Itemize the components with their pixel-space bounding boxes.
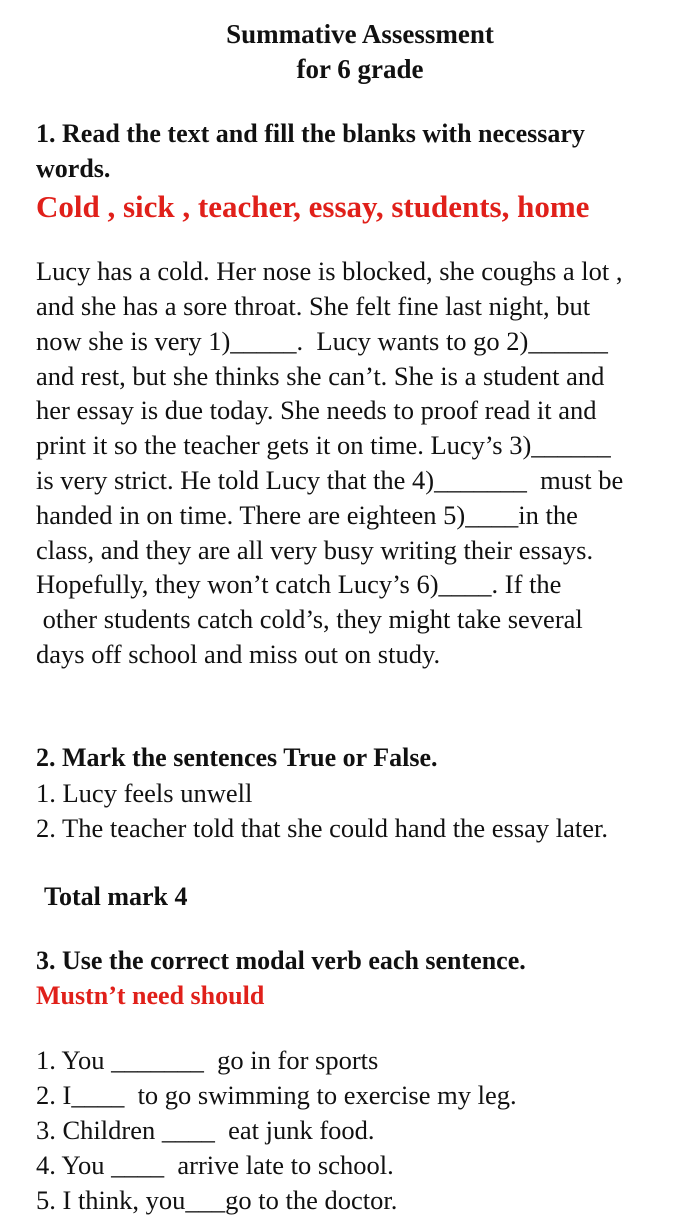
modal-item: 4. You ____ arrive late to school. <box>36 1150 394 1180</box>
passage-line: and she has a sore throat. She felt fine last night, but <box>36 291 591 321</box>
passage-line: now she is very 1)_____. Lucy wants to go 2)______ <box>36 326 608 356</box>
modal-item: 5. I think, you___go to the doctor. <box>36 1185 398 1215</box>
section2-heading: 2. Mark the sentences True or False. <box>36 743 438 772</box>
true-false-item: 2. The teacher told that she could hand the essay later. <box>36 813 609 843</box>
modal-item: 3. Children ____ eat junk food. <box>36 1115 375 1145</box>
section1-word-bank: Cold , sick , teacher, essay, students, home <box>36 189 590 224</box>
passage-line: and rest, but she thinks she can’t. She is a student and <box>36 361 605 391</box>
passage-line: class, and they are all very busy writing their essays. <box>36 535 594 565</box>
passage-line: Hopefully, they won’t catch Lucy’s 6)____. If the <box>36 569 562 599</box>
section3-heading: 3. Use the correct modal verb each sentence. <box>36 946 526 975</box>
page-subtitle: for 6 grade <box>296 54 424 84</box>
passage-line: print it so the teacher gets it on time. Lucy’s 3)______ <box>36 430 611 460</box>
passage-line: days off school and miss out on study. <box>36 639 441 669</box>
passage-line: handed in on time. There are eighteen 5)____in the <box>36 500 578 530</box>
page-title: Summative Assessment <box>226 19 494 49</box>
passage-line: Lucy has a cold. Her nose is blocked, she coughs a lot , <box>36 256 623 286</box>
section1-heading-line1: 1. Read the text and fill the blanks with necessary <box>36 119 585 148</box>
passage-line: is very strict. He told Lucy that the 4)_______ must be <box>36 465 624 495</box>
modal-item: 2. I____ to go swimming to exercise my leg. <box>36 1080 517 1110</box>
section1-heading-line2: words. <box>36 154 111 183</box>
passage-line: her essay is due today. She needs to proof read it and <box>36 395 597 425</box>
modal-item: 1. You _______ go in for sports <box>36 1045 379 1075</box>
true-false-item: 1. Lucy feels unwell <box>36 778 253 808</box>
section3-word-bank: Mustn’t need should <box>36 981 265 1010</box>
total-mark: Total mark 4 <box>44 882 188 911</box>
passage-line: other students catch cold’s, they might take several <box>36 604 583 634</box>
